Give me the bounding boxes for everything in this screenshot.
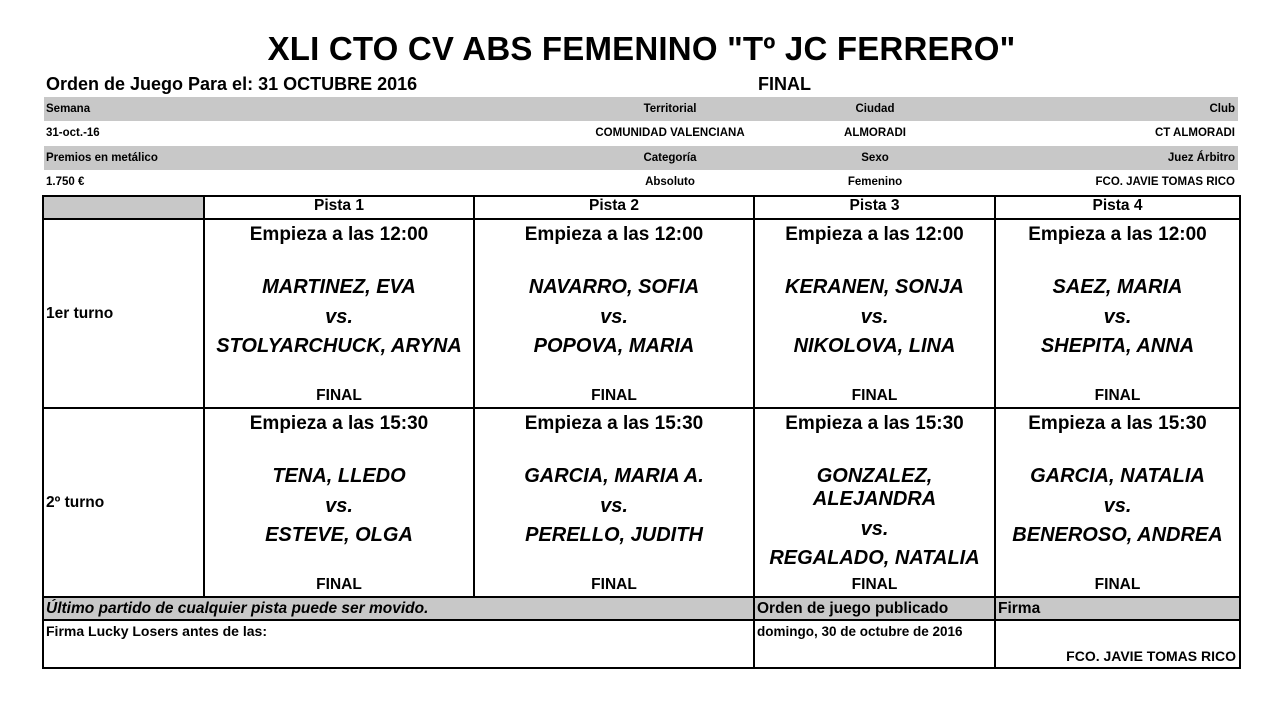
match-player-2: POPOVA, MARIA: [533, 335, 695, 357]
match-player-1: KERANEN, SONJA: [785, 276, 964, 298]
match-vs: vs.: [1103, 306, 1132, 328]
court-header-2: Pista 2: [474, 196, 754, 219]
club-label: Club: [1209, 103, 1235, 115]
match-player-2: ESTEVE, OLGA: [265, 524, 413, 546]
match-player-2: PERELLO, JUDITH: [525, 524, 703, 546]
referee-name: FCO. JAVIE TOMAS RICO: [1066, 648, 1236, 664]
match-player-1: SAEZ, MARIA: [1052, 276, 1183, 298]
schedule-note: Último partido de cualquier pista puede ser movido.: [43, 597, 754, 620]
match-player-2: SHEPITA, ANNA: [1040, 335, 1195, 357]
footer-values-row: [43, 620, 1240, 668]
match-start-time: Empieza a las 12:00: [524, 224, 704, 245]
juez-arbitro-value: FCO. JAVIE TOMAS RICO: [1095, 176, 1235, 188]
info-labels-row-2: [44, 146, 1238, 170]
match-cell: [474, 408, 754, 597]
match-start-time: Empieza a las 15:30: [785, 413, 964, 434]
match-round: FINAL: [316, 576, 362, 593]
published-date-cell: [754, 620, 995, 668]
turn-row-1: [43, 219, 1240, 408]
match-start-time: Empieza a las 12:00: [1028, 224, 1207, 245]
match-vs: vs.: [325, 495, 353, 517]
court-header-1: Pista 1: [204, 196, 474, 219]
match-start-time: Empieza a las 15:30: [1028, 413, 1207, 434]
signature-cell: [995, 620, 1240, 668]
categoria-value: Absoluto: [645, 176, 695, 188]
match-player-1: GONZALEZ, ALEJANDRA: [812, 465, 937, 510]
match-vs: vs.: [860, 306, 889, 328]
match-cell: [474, 219, 754, 408]
court-header-row: [43, 196, 1240, 219]
match-vs: vs.: [860, 518, 889, 540]
match-vs: vs.: [600, 495, 628, 517]
court-header-3: Pista 3: [754, 196, 995, 219]
territorial-value: COMUNIDAD VALENCIANA: [595, 127, 745, 139]
match-player-2: BENEROSO, ANDREA: [1012, 524, 1223, 546]
territorial-label: Territorial: [643, 103, 697, 115]
match-round: FINAL: [851, 576, 898, 593]
match-cell: [754, 408, 995, 597]
lucky-losers-cell: [43, 620, 754, 668]
match-player-2: REGALADO, NATALIA: [769, 547, 980, 569]
footer-header-row: [43, 597, 1240, 620]
premios-label: Premios en metálico: [46, 152, 158, 164]
match-round: FINAL: [591, 576, 637, 593]
ciudad-value: ALMORADI: [844, 127, 906, 139]
header-blank-cell: [43, 196, 204, 219]
published-date: domingo, 30 de octubre de 2016: [757, 624, 963, 639]
semana-label: Semana: [46, 103, 91, 115]
semana-value: 31-oct.-16: [46, 127, 100, 139]
match-vs: vs.: [1103, 495, 1132, 517]
info-values-row-1: [44, 121, 1238, 145]
match-round: FINAL: [1094, 576, 1141, 593]
round-label: FINAL: [758, 74, 811, 94]
match-round: FINAL: [1094, 387, 1141, 404]
match-player-1: TENA, LLEDO: [272, 465, 406, 487]
match-cell: [995, 408, 1240, 597]
court-header-4: Pista 4: [995, 196, 1240, 219]
turn-label-1: 1er turno: [43, 219, 204, 408]
match-start-time: Empieza a las 12:00: [785, 224, 964, 245]
published-label: Orden de juego publicado: [754, 597, 995, 620]
match-cell: [204, 219, 474, 408]
lucky-losers-label: Firma Lucky Losers antes de las:: [46, 623, 267, 639]
match-round: FINAL: [316, 387, 362, 404]
sexo-value: Femenino: [847, 176, 903, 188]
juez-arbitro-label: Juez Árbitro: [1167, 152, 1235, 164]
match-player-1: GARCIA, NATALIA: [1030, 465, 1205, 487]
match-round: FINAL: [591, 387, 637, 404]
match-player-1: GARCIA, MARIA A.: [524, 465, 704, 487]
info-labels-row-1: [44, 97, 1238, 121]
club-value: CT ALMORADI: [1154, 127, 1235, 139]
premios-value: 1.750 €: [46, 176, 85, 188]
info-values-row-2: [44, 170, 1238, 194]
match-player-2: NIKOLOVA, LINA: [793, 335, 956, 357]
match-start-time: Empieza a las 15:30: [249, 413, 429, 434]
match-player-2: STOLYARCHUCK, ARYNA: [216, 335, 462, 357]
order-of-play-date: Orden de Juego Para el: 31 OCTUBRE 2016: [46, 74, 418, 94]
match-round: FINAL: [851, 387, 898, 404]
match-cell: [204, 408, 474, 597]
turn-row-2: [43, 408, 1240, 597]
match-vs: vs.: [325, 306, 353, 328]
match-cell: [995, 219, 1240, 408]
match-start-time: Empieza a las 15:30: [524, 413, 704, 434]
match-player-1: NAVARRO, SOFIA: [528, 276, 700, 298]
turn-label-2: 2º turno: [43, 408, 204, 597]
sexo-label: Sexo: [861, 152, 889, 164]
match-cell: [754, 219, 995, 408]
signature-label: Firma: [995, 597, 1240, 620]
match-vs: vs.: [600, 306, 628, 328]
match-player-1: MARTINEZ, EVA: [262, 276, 416, 298]
categoria-label: Categoría: [643, 152, 697, 164]
match-start-time: Empieza a las 12:00: [249, 224, 429, 245]
ciudad-label: Ciudad: [855, 103, 895, 115]
page-title: XLI CTO CV ABS FEMENINO "Tº JC FERRERO": [267, 30, 1016, 67]
order-of-play-table: [42, 195, 1241, 669]
